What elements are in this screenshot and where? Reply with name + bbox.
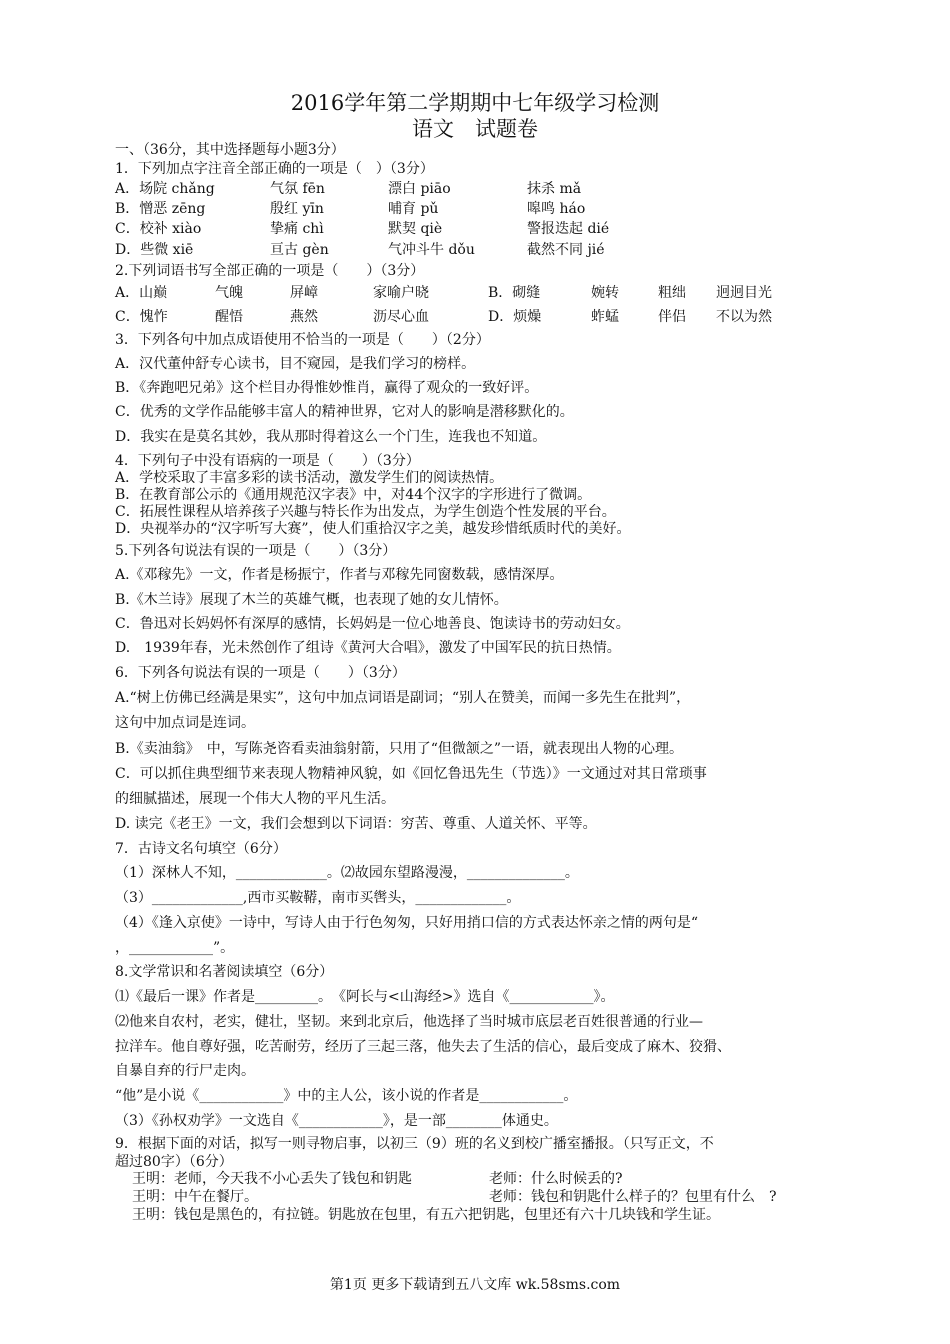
q7-blank-line: ，____________”。 [115,940,235,956]
q7-blank-line: （1）深林人不知，_____________。⑵故园东望路漫漫，______________。 [115,865,579,881]
q7-stem: 7．古诗文名句填空（6分） [115,841,287,857]
section-heading: 一、（36分，其中选择题每小题3分） [115,142,345,158]
q1-option: D．些微 xiē [115,242,194,258]
page-footer: 第1页 更多下载请到五八文库 wk.58sms.com [329,1277,621,1293]
q6-option-a: A.“树上仿佛已经满是果实”，这句中加点词语是副词；“别人在赞美，而闻一多先生在批判”， [115,690,691,706]
q8-line: ⑴《最后一课》作者是_________。 《阿长与<山海经>》选自《____________》。 [115,989,615,1005]
q6-option-d: D. 读完《老王》一文，我们会想到以下词语：穷苦、尊重、人道关怀、平等。 [115,816,597,832]
q8-stem: 8.文学常识和名著阅读填空（6分） [115,964,334,980]
q5-stem: 5.下列各句说法有误的一项是（ ）（3分） [115,543,397,559]
q7-blank-line: （3）_____________,西市买鞍鞯，南市买辔头，_____________。 [115,890,521,906]
q1-option: 殷红 yīn [270,201,324,217]
q5-option-b: B.《木兰诗》展现了木兰的英雄气概，也表现了她的女儿情怀。 [115,592,508,608]
q7-blank-line: （4）《逢入京使》一诗中，写诗人由于行色匆匆，只好用捎口信的方式表达怀亲之情的两句是“ [115,915,699,931]
q1-option: 亘古 gèn [270,242,329,258]
q6-stem: 6．下列各句说法有误的一项是（ ）（3分） [115,665,406,681]
q2-option: 沥尽心血 [373,309,429,325]
q1-option: A．场院 chǎng [115,181,215,197]
q1-option: 漂白 piāo [388,181,451,197]
q5-option-c: C．鲁迅对长妈妈怀有深厚的感情，长妈妈是一位心地善良、饱读诗书的劳动妇女。 [115,616,630,632]
q1-option: 嗥鸣 háo [527,201,586,217]
q1-option: 警报迭起 dié [527,221,610,237]
q1-option: 哺育 pǔ [388,201,439,217]
q1-option: 气氛 fēn [270,181,325,197]
q8-line: ⑵他来自农村，老实，健壮，坚韧。来到北京后，他选择了当时城市底层老百姓很普通的行业— [115,1014,703,1030]
q3-option-c: C．优秀的文学作品能够丰富人的精神世界，它对人的影响是潜移默化的。 [115,404,574,420]
q3-option-d: D．我实在是莫名其妙，我从那时得着这么一个门生，连我也不知道。 [115,429,547,445]
exam-title: 2016学年第二学期期中七年级学习检测 [290,91,660,115]
q2-option: 不以为然 [716,309,772,325]
q2-option: 伴侣 [658,309,686,325]
q1-stem: 1．下列加点字注音全部正确的一项是（ ）（3分） [115,161,434,177]
q2-option: 醒悟 [215,309,243,325]
q6-option-c-cont: 的细腻描述，展现一个伟大人物的平凡生活。 [115,791,395,807]
q9-stem: 9．根据下面的对话，拟写一则寻物启事，以初三（9）班的名义到校广播室播报。（只写正文，不 [115,1136,714,1152]
dialogue-line: 王明：钱包是黑色的，有拉链。钥匙放在包里，有五六把钥匙，包里还有六十几块钱和学生证。 [132,1207,720,1223]
q4-option-c: C．拓展性课程从培养孩子兴趣与特长作为出发点，为学生创造个性发展的平台。 [115,504,616,520]
q2-stem: 2.下列词语书写全部正确的一项是（ ）（3分） [115,263,425,279]
dialogue-line: 老师：钱包和钥匙什么样子的？包里有什么 ? [489,1189,777,1205]
exam-subtitle: 语文 试题卷 [412,117,538,141]
q5-option-a: A.《邓稼先》一文，作者是杨振宁，作者与邓稼先同窗数载，感情深厚。 [115,567,564,583]
q6-option-b: B.《卖油翁》 中，写陈尧咨看卖油翁射箭，只用了“但微颔之”一语，就表现出人物的心理。 [115,741,684,757]
q2-option: 迥迥目光 [716,285,772,301]
q4-option-d: D．央视举办的“汉字听写大赛”，使人们重拾汉字之美，越发珍惜纸质时代的美好。 [115,521,631,537]
q8-line: （3）《孙权劝学》一文选自《____________》，是一部________体通史。 [115,1113,558,1129]
q3-stem: 3．下列各句中加点成语使用不恰当的一项是（ ）（2分） [115,332,490,348]
q9-stem-cont: 超过80字）（6分） [115,1154,233,1170]
q3-option-b: B．《奔跑吧兄弟》这个栏目办得惟妙惟肖，赢得了观众的一致好评。 [115,380,539,396]
q8-line: “他”是小说《____________》中的主人公，该小说的作者是____________。 [115,1088,578,1104]
q6-option-c: C．可以抓住典型细节来表现人物精神风貌，如《回忆鲁迅先生（节选）》一文通过对其日常琐事 [115,766,707,782]
q4-option-b: B．在教育部公示的《通用规范汉字表》中，对44个汉字的字形进行了微调。 [115,487,592,503]
q1-option: 抹杀 mǎ [527,181,582,197]
q2-option: B．砌缝 [488,285,541,301]
q8-line: 拉洋车。他自尊好强，吃苦耐劳，经历了三起三落，他失去了生活的信心，最后变成了麻木、狡猾、 [115,1039,731,1055]
q4-stem: 4．下列句子中没有语病的一项是（ ）（3分） [115,453,420,469]
q2-option: A．山巅 [115,285,168,301]
dialogue-line: 王明：中午在餐厅。 [132,1189,258,1205]
q2-option: 婉转 [591,285,619,301]
q2-option: D．烦燥 [488,309,542,325]
dialogue-line: 王明：老师，今天我不小心丢失了钱包和钥匙 [132,1171,412,1187]
q2-option: 燕然 [290,309,318,325]
q2-option: 家喻户晓 [373,285,429,301]
q8-line: 自暴自弃的行尸走肉。 [115,1063,255,1079]
q2-option: 气魄 [215,285,243,301]
dialogue-line: 老师：什么时候丢的? [489,1171,623,1187]
q1-option: C．校补 xiào [115,221,202,237]
q2-option: 蚱蜢 [591,309,619,325]
q1-option: 气冲斗牛 dǒu [388,242,475,258]
q3-option-a: A．汉代董仲舒专心读书，目不窥园，是我们学习的榜样。 [115,356,476,372]
q1-option: 默契 qiè [388,221,443,237]
q1-option: B．憎恶 zēng [115,201,206,217]
q2-option: C．愧怍 [115,309,168,325]
q4-option-a: A．学校采取了丰富多彩的读书活动，激发学生们的阅读热情。 [115,470,504,486]
q1-option: 截然不同 jié [527,242,605,258]
q6-option-a-cont: 这句中加点词是连词。 [115,715,255,731]
q2-option: 粗绌 [658,285,686,301]
q5-option-d: D. 1939年春，光未然创作了组诗《黄河大合唱》，激发了中国军民的抗日热情。 [115,640,621,656]
q1-option: 挚痛 chì [270,221,324,237]
q2-option: 屏嶂 [290,285,318,301]
